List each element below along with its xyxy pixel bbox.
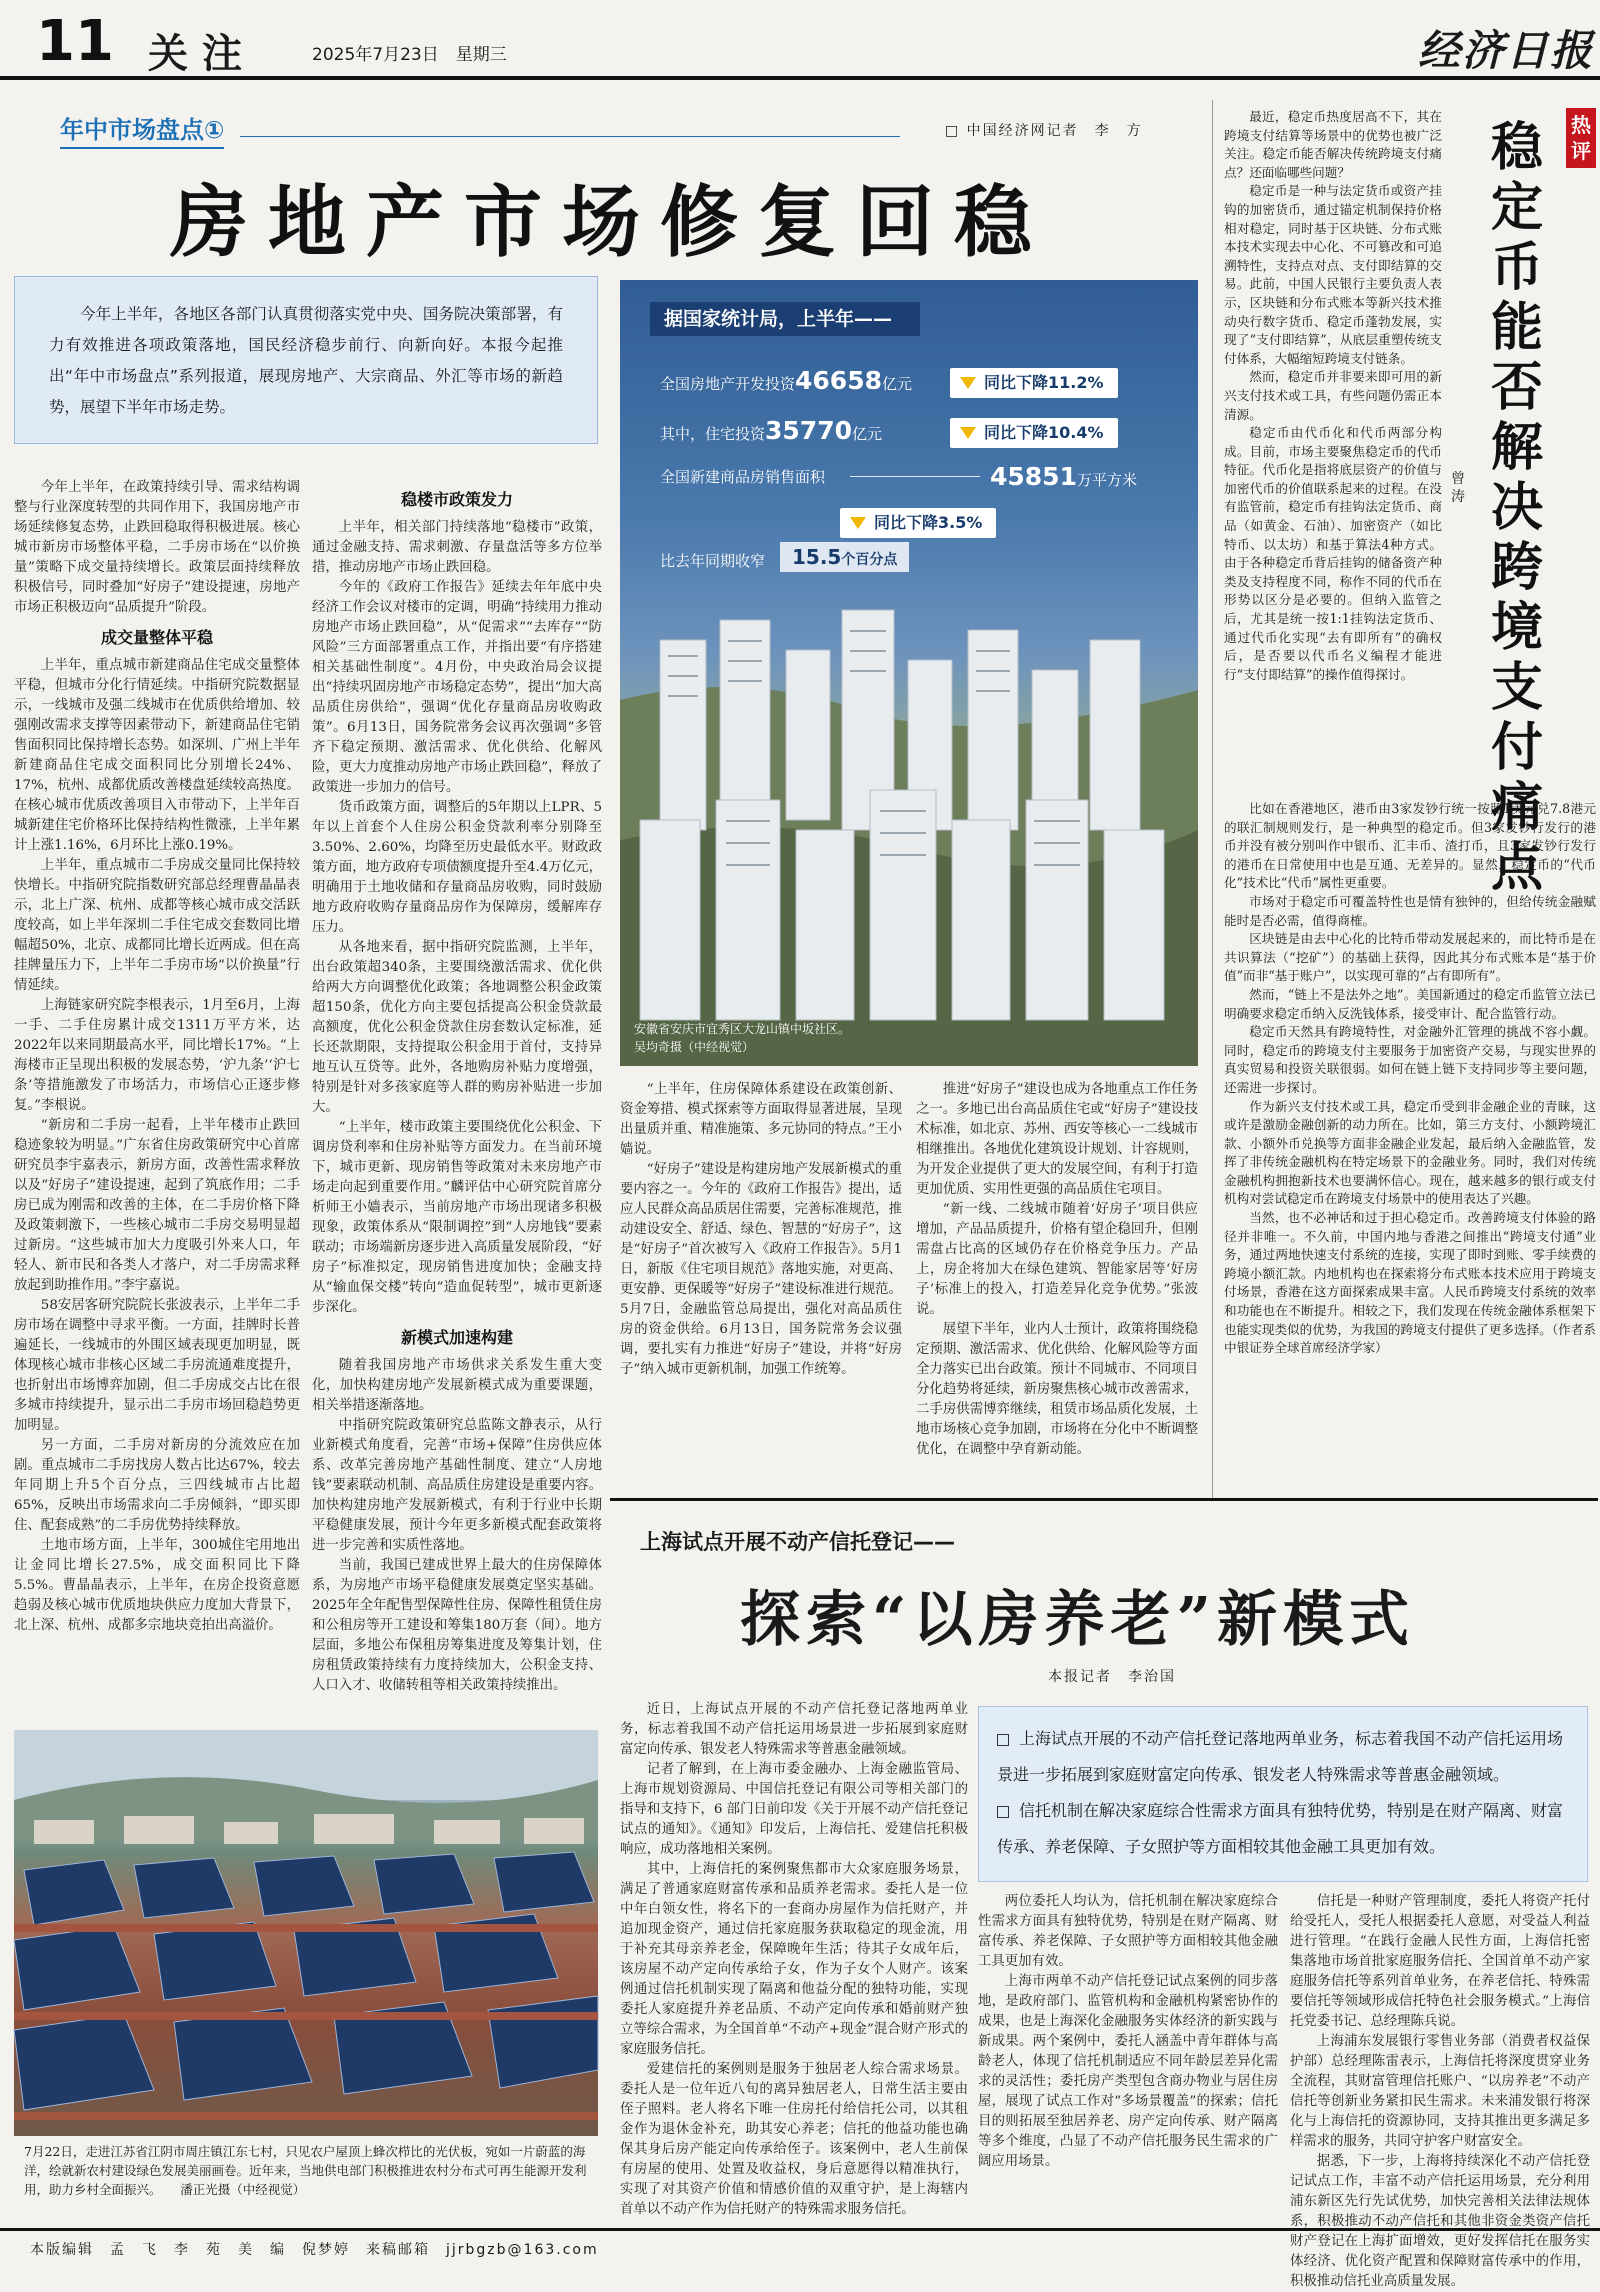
commentary-p: 稳定币是一种与法定货币或资产挂钩的加密货币，通过锚定机制保持价格相对稳定，同时基于区块链、分布式账本技术实现去中心化、不可篡改和可追溯特性，支持点对点、支付即结算的交易。此前，中国人民银行主要负责人表示，区块链和分布式账本等新兴技术推动央行数字货币、稳定币蓬勃发展，实现了“支付即结算”，从底层重塑传统支付体系，大幅缩短跨境支付链条。 bbox=[1224, 183, 1442, 366]
commentary-p: 最近，稳定币热度居高不下，其在跨境支付结算等场景中的优势也被广泛关注。稳定币能否解决传统跨境支付痛点？还面临哪些问题？ bbox=[1224, 109, 1442, 180]
stat-unit: 亿元 bbox=[852, 425, 883, 443]
story1-col3-p: “上半年，住房保障体系建设在政策创新、资金筹措、模式探索等方面取得显著进展，呈现出量质并重、精准施策、多元协同的特点。”王小嫱说。 bbox=[620, 1082, 902, 1157]
story1-subhead-2: 稳楼市政策发力 bbox=[400, 490, 513, 509]
stat-residential bbox=[660, 416, 882, 445]
page-number: 11 bbox=[36, 9, 114, 74]
story1-column-3 bbox=[620, 1080, 902, 1510]
stat-unit: 亿元 bbox=[882, 375, 913, 393]
page-footer: 本版编辑 孟 飞 李 苑 美 编 倪梦婷 来稿邮箱 jjrbgzb@163.com bbox=[0, 2228, 1600, 2267]
commentary-p: 然而，稳定币并非要来即可用的新兴支付技术或工具，有些问题仍需正本清源。 bbox=[1224, 369, 1442, 422]
story2-col2-p: 上海市两单不动产信托登记试点案例的同步落地，是政府部门、监管机构和金融机构紧密协作的成果，也是上海深化金融服务实体经济的新实践与新成果。两个案例中，委托人涵盖中青年群体与高龄老人，体现了信托机制适应不同年龄层差异化需求的灵活性；委托房产类型包含商办物业与居住房屋，展现了试点工作对“多场景覆盖”的探索；信托目的则拓展至独居养老、房产定向传承、财产隔离等多个维度，凸显了不动产信托服务民生需求的广阔应用场景。 bbox=[978, 1974, 1278, 2169]
stat-value: 15.5 bbox=[792, 545, 842, 569]
series-tag: 年中市场盘点① bbox=[60, 110, 224, 149]
infographic-heading: 据国家统计局，上半年—— bbox=[650, 302, 920, 336]
story1-column-4 bbox=[916, 1080, 1198, 1510]
story2-byline: 本报记者 李治国 bbox=[1048, 1669, 1176, 1685]
connector-line bbox=[850, 476, 980, 477]
commentary-p: 然而，“链上不是法外之地”。美国新通过的稳定币监管立法已明确要求稳定币纳入反洗钱体系，接受审计、配合监管行动。 bbox=[1224, 986, 1596, 1021]
story1-col1-p: “新房和二手房一起看，上半年楼市止跌回稳迹象较为明显。”广东省住房政策研究中心首席研究员李宇嘉表示，新房方面，改善性需求释放以及“好房子”建设提速，起到了筑底作用；二手房已成为刚需和改善的主体，在二手房价格下降及政策刺激下，一些核心城市二手房交易明显超过新房。“这些城市加大力度吸引外来人口，年轻人、新市民和各类人才落户，对二手房需求释放起到助推作用。”李宇嘉说。 bbox=[14, 1118, 300, 1293]
commentary-p: 作为新兴支付技术或工具，稳定币受到非金融企业的青睐，这或许是激励金融创新的动力所在。比如，第三方支付、小额跨境汇款、小额外币兑换等方面非金融企业发起，最后纳入金融监管，发挥了非传统金融机构在特定场景下的金融业务。同时，我们对传统金融机构拥抱新技术也要满怀信心。现在，越来越多的银行或支付机构对尝试稳定币在跨境支付场景中的使用表达了兴趣。 bbox=[1224, 1098, 1596, 1207]
story2-kicker: 上海试点开展不动产信托登记—— bbox=[640, 1530, 955, 1554]
highlight-item: 信托机制在解决家庭综合性需求方面具有独特优势，特别是在财产隔离、财富传承、养老保障、子女照护等方面相较其他金融工具更加有效。 bbox=[997, 1801, 1564, 1856]
story1-col1-p: 上海链家研究院李根表示，1月至6月，上海一手、二手住房累计成交1311万平方米，达2022年以来同期最高水平，同比增长17%。“上海楼市正呈现出积极的发展态势，‘沪九条’‘沪七条’等措施激发了市场活力，市场信心正逐步修复。”李根说。 bbox=[14, 998, 300, 1113]
change-text: 同比下降11.2% bbox=[984, 373, 1104, 392]
commentary-p: 当然，也不必神话和过于担心稳定币。改善跨境支付体验的路径并非唯一。不久前，中国内地与香港之间推出“跨境支付通”业务，通过两地快速支付系统的连接，实现了即时到账、零手续费的跨境小额汇款。内地机构也在探索将分布式账本技术应用于跨境支付场景，香港在这方面探索成果丰富。人民币跨境支付系统的效率和功能也在不断提升。相较之下，我们发现在传统金融体系框架下也能实现类似的优势，为我国的跨境支付提供了更多选择。（作者系中银证券全球首席经济学家） bbox=[1224, 1210, 1596, 1356]
story1-col2-p: 当前，我国已建成世界上最大的住房保障体系，为房地产市场平稳健康发展奠定坚实基础。2025年全年配售型保障性住房、保障性租赁住房和公租房等开工建设和筹集180万套（间）。地方层面，多地公布保租房筹集进度及筹集计划，住房租赁政策持续有力度持续加大，公积金支持、人口入才、收储转租等相关政策持续推出。 bbox=[312, 1558, 602, 1693]
story2-column-2 bbox=[978, 1892, 1278, 2222]
commentary-p: 稳定币由代币化和代币两部分构成。目前，市场主要聚焦稳定币的代币特征。代币化是指将底层资产的价值与加密代币的价值联系起来的过程。在没有监管前，稳定币有挂钩法定货币、商品（如黄金、石油）、加密资产（如比特币、以太坊）和基于算法4种方式。由于各种稳定币背后挂钩的储备资产种类及支持程度不同，称作不同的代币在形势以区分是必要的。但纳入监管之后，尤其是统一按1:1挂钩法定货币、通过代币化实现“去有即所有”的确权后，是否要以代币名义编程才能进行“支付即结算”的操作值得探讨。 bbox=[1224, 425, 1442, 682]
series-divider bbox=[240, 136, 900, 137]
story2-col3-p: 信托是一种财产管理制度，委托人将资产托付给受托人，受托人根据委托人意愿，对受益人利益进行管理。“在践行金融人民性方面，上海信托密集落地市场首批家庭服务信托、全国首单不动产家庭服务信托等系列首单业务，在养老信托、特殊需要信托等领域形成信托特色社会服务模式。”上海信托党委书记、总经理陈兵说。 bbox=[1290, 1894, 1590, 2029]
story2-col3-p: 据悉，下一步，上海将持续深化不动产信托登记试点工作，丰富不动产信托运用场景，充分利用浦东新区先行先试优势，加快完善相关法律法规体系，积极推动不动产信托和其他非资金类资产信托财产登记在上海扩面增效，更好发挥信托在服务实体经济、优化资产配置和保障财富传承中的作用，积极推动信托业高质量发展。 bbox=[1290, 2154, 1590, 2289]
story1-col2-p: 上半年，相关部门持续落地“稳楼市”政策，通过金融支持、需求刺激、存量盘活等多方位举措，推动房地产市场止跌回稳。 bbox=[312, 520, 602, 575]
story1-col1-p: 土地市场方面，上半年，300城住宅用地出让金同比增长27.5%，成交面积同比下降5.5%。曹晶晶表示，上半年，在房企投资意愿趋弱及核心城市优质地块供应力度加大背景下，北上深、杭州、成都多宗地块竞拍出高溢价。 bbox=[14, 1538, 300, 1633]
story2-column-3 bbox=[1290, 1892, 1590, 2289]
stat-label: 比去年同期收窄 bbox=[660, 552, 766, 570]
highlight-item: 上海试点开展的不动产信托登记落地两单业务，标志着我国不动产信托运用场景进一步拓展到家庭财富定向传承、银发老人特殊需求等普惠金融领域。 bbox=[997, 1729, 1564, 1784]
commentary-p: 稳定币天然具有跨境特性，对金融外汇管理的挑战不容小觑。同时，稳定币的跨境支付主要服务于加密资产交易，与现实世界的真实贸易和投资关联很弱。如何在链上链下支持同步等主要问题，还需进一步探讨。 bbox=[1224, 1024, 1596, 1095]
change-text: 同比下降10.4% bbox=[984, 423, 1104, 442]
change-badge bbox=[950, 418, 1118, 448]
section-title: 关注 bbox=[148, 30, 256, 77]
story1-headline: 房地产市场修复回稳 bbox=[170, 178, 1053, 268]
story2-col3-p: 上海浦东发展银行零售业务部（消费者权益保护部）总经理陈雷表示，上海信托将深度贯穿业务全流程，其财富管理信托账户、“以房养老”不动产信托等创新业务紧扣民生需求。未来浦发银行将深化与上海信托的资源协同，支持其推出更多满足多样需求的服务，共同守护客户财富安全。 bbox=[1290, 2034, 1590, 2149]
infographic-photo-caption: 安徽省安庆市宜秀区大龙山镇中坂社区。 吴均奇摄（中经视觉） bbox=[634, 1022, 851, 1054]
newspaper-logo: 经济日报 bbox=[1418, 26, 1595, 75]
story1-col1-p: 上半年，重点城市二手房成交量同比保持较快增长。中指研究院指数研究部总经理曹晶晶表示，北上广深、杭州、成都等核心城市成交活跃度较高，如上半年深圳二手住宅成交套数同比增幅超50%，北京、成都同比增长近两成。但在高挂牌量压力下，上半年二手房市场“以价换量”行情延续。 bbox=[14, 858, 300, 993]
story1-lead: 今年上半年，各地区各部门认真贯彻落实党中央、国务院决策部署，有力有效推进各项政策落地，国民经济稳步前行、向新向好。本报今起推出“年中市场盘点”系列报道，展现房地产、大宗商品、外汇等市场的新趋势，展望下半年市场走势。 bbox=[49, 305, 563, 416]
story2-col1-p: 爱建信托的案例则是服务于独居老人综合需求场景。委托人是一位年近八旬的离异独居老人，日常生活主要由侄子照料。老人将名下唯一住房托付给信托公司，以其租金作为退休金补充，助其安心养老；信托的他益功能也确保其身后房产能定向传承给侄子。该案例中，老人生前保有房屋的使用、处置及收益权，身后意愿得以精准执行，实现了对其资产价值和情感价值的双重守护，是上海辖内首单以不动产作为信托财产的特殊需求服务信托。 bbox=[620, 2062, 968, 2217]
story2-highlight-box bbox=[978, 1706, 1588, 1882]
story1-col3-p: “好房子”建设是构建房地产发展新模式的重要内容之一。今年的《政府工作报告》提出，适应人民群众高品质居住需要，完善标准规范，推动建设安全、舒适、绿色、智慧的“好房子”，这是“好房子”首次被写入《政府工作报告》。5月1日，新版《住宅项目规范》落地实施，对更高、更安静、更保暖等“好房子”建设标准进行规范。5月7日，金融监管总局提出，强化对高品质住房的资金供给。6月13日，国务院常务会议强调，要扎实有力推进“好房子”建设，并将“好房子”纳入城市更新机制，加强工作统筹。 bbox=[620, 1162, 902, 1377]
stat-label: 全国房地产开发投资 bbox=[660, 375, 796, 393]
story1-col1-p: 58安居客研究院院长张波表示，上半年二手房市场在调整中寻求平衡。一方面，挂牌时长普遍延长，一线城市的外围区域表现更加明显，既体现核心城市非核心区域二手房流通难度提升，也折射出市场博弈加剧，但二手房成交占比在很多城市持续提升，显示出二手房市场回稳趋势更加明显。 bbox=[14, 1298, 300, 1433]
change-badge bbox=[950, 368, 1118, 398]
change-text: 同比下降3.5% bbox=[874, 513, 983, 532]
story1-byline: □ 中国经济网记者 李 方 bbox=[945, 123, 1143, 139]
story1-subhead-3: 新模式加速构建 bbox=[400, 1328, 513, 1347]
story1-col1-p: 另一方面，二手房对新房的分流效应在加剧。重点城市二手房找房人数占比达67%，较去年同期上升5个百分点，三四线城市占比超65%，反映出市场需求向二手房倾斜，“即买即住、配套成熟”的二手房优势持续释放。 bbox=[14, 1438, 300, 1533]
story2-headline: 探索“以房养老”新模式 bbox=[740, 1585, 1416, 1655]
commentary-p: 比如在香港地区，港币由3家发钞行统一按照1美元兑7.8港元的联汇制规则发行，是一种典型的稳定币。但3家发钞行发行的港币并没有被分别叫作中银币、汇丰币、渣打币，且3家发钞行发行的港币在日常使用中也是互通、无差异的。显然，稳定币的“代币化”技术比“代币”属性更重要。 bbox=[1224, 801, 1596, 891]
story1-col2-p: 今年的《政府工作报告》延续去年年底中央经济工作会议对楼市的定调，明确“持续用力推动房地产市场止跌回稳”，从“促需求”“去库存”“防风险”三方面部署重点工作，并指出要“有序搭建相关基础性制度”。4月份，中央政治局会议提出“持续巩固房地产市场稳定态势”，提出“加大高品质住房供给”，强调“优化存量商品房收购政策”。6月13日，国务院常务会议再次强调“多管齐下稳定预期、激活需求、优化供给、化解风险，更大力度推动房地产市场止跌回稳”，释放了政策进一步加力的信号。 bbox=[312, 580, 602, 795]
hot-commentary-tag: 热评 bbox=[1566, 108, 1596, 168]
commentary-p: 区块链是由去中心化的比特币带动发展起来的，而比特币是在共识算法（“挖矿”）的基础上获得，因此其分布式账本是“基于价值”而非“基于账户”，以实现可靠的“占有即所有”。 bbox=[1224, 931, 1596, 984]
stat-label: 其中，住宅投资 bbox=[660, 425, 766, 443]
story2-col2-p: 两位委托人均认为，信托机制在解决家庭综合性需求方面具有独特优势，特别是在财产隔离、财富传承、养老保障、子女照护等方面相较其他金融工具更加有效。 bbox=[978, 1894, 1278, 1969]
stat-investment bbox=[660, 366, 912, 395]
stat-value: 46658 bbox=[795, 366, 882, 395]
story1-col2-p: 货币政策方面，调整后的5年期以上LPR、5年以上首套个人住房公积金贷款利率分别降至3.50%、2.60%，均降至历史最低水平。财政政策方面，地方政府专项债额度提升至4.4万亿元，明确用于土地收储和存量商品房收购，同时鼓励地方政府收购存量商品房作为保障房，缓解库存压力。 bbox=[312, 800, 602, 935]
bullet-square-icon bbox=[997, 1806, 1009, 1818]
story1-col4-p: “新一线、二线城市随着‘好房子’项目供应增加，产品品质提升，价格有望企稳回升，但刚需盘占比高的区域仍存在价格竞争压力。产品上，房企将加大在绿色建筑、智能家居等‘好房子’标准上的投入，打造差异化竞争优势。”张波说。 bbox=[916, 1202, 1198, 1317]
story1-col2-p: 随着我国房地产市场供求关系发生重大变化，加快构建房地产发展新模式成为重要课题，相关举措逐渐落地。 bbox=[312, 1358, 602, 1413]
story1-col2-p: 中指研究院政策研究总监陈文静表示，从行业新模式角度看，完善“市场+保障”住房供应体系、改革完善房地产基础性制度、建立“人房地钱”要素联动机制、高品质住房建设是重要内容。加快构建房地产发展新模式，有利于行业中长期平稳健康发展，预计今年更多新模式配套政策将进一步完善和实质性落地。 bbox=[312, 1418, 602, 1553]
story2-col1-p: 其中，上海信托的案例聚焦都市大众家庭服务场景，满足了普通家庭财富传承和品质养老需求。委托人是一位中年白领女性，将名下的一套商办房屋作为信托财产，并追加现金资产，通过信托家庭服务获取稳定的现金流，用于补充其母亲养老金，保障晚年生活；待其子女成年后，该房屋不动产定向传承给子女，作为子女个人财产。该案例通过信托机制实现了隔离和他益分配的独特功能，实现委托人家庭提升养老品质、不动产定向传承和婚前财产独立等综合需求，为全国首单“不动产+现金”混合财产形式的家庭服务信托。 bbox=[620, 1862, 968, 2057]
down-triangle-icon bbox=[850, 517, 866, 529]
story1-col2-p: 从各地来看，据中指研究院监测，上半年，出台政策超340条，主要围绕激活需求、优化供给两大方向调整优化政策；各地调整公积金政策超150条，优化方向主要包括提高公积金贷款最高额度，优化公积金贷款住房套数认定标准，延长还款期限，支持提取公积金用于首付，支持异地互认互贷等。此外，各地购房补贴力度增强，特别是针对多孩家庭等人群的购房补贴进一步加大。 bbox=[312, 940, 602, 1115]
commentary-author: 曾 涛 bbox=[1451, 471, 1479, 505]
story1-col2-p: “上半年，楼市政策主要围绕优化公积金、下调房贷利率和住房补贴等方面发力。在当前环境下，城市更新、现房销售等政策对未来房地产市场走向起到重要作用。”麟评估中心研究院首席分析师王小嫱表示，当前房地产市场出现诸多积极现象，政策体系从“限制调控”到“人房地钱”要素联动；市场端新房逐步进入高质量发展阶段，“好房子”标准拟定，现房销售进度加快；金融支持从“输血保交楼”转向“造血促转型”，城市更新逐步深化。 bbox=[312, 1120, 602, 1315]
story1-lead-box bbox=[14, 276, 598, 444]
stat-sales-area-value bbox=[990, 462, 1137, 491]
issue-date: 2025年7月23日 星期三 bbox=[312, 45, 507, 65]
infographic-panel bbox=[620, 280, 1198, 1066]
stat-sales-area bbox=[660, 466, 825, 487]
story1-col4-p: 推进“好房子”建设也成为各地重点工作任务之一。多地已出台高品质住宅或“好房子”建设技术标准，如北京、苏州、西安等核心一二线城市相继推出。各地优化建筑设计规划、计容规则，为开发企业提供了更大的发展空间，有利于打造更加优质、实用性更强的高品质住宅项目。 bbox=[916, 1082, 1198, 1197]
commentary-column-a bbox=[1224, 108, 1442, 798]
story2-col1-p: 近日，上海试点开展的不动产信托登记落地两单业务，标志着我国不动产信托运用场景进一步拓展到家庭财富定向传承、银发老人特殊需求等普惠金融领域。 bbox=[620, 1702, 968, 1757]
residential-buildings-photo bbox=[620, 580, 1198, 1066]
solar-photo-caption: 7月22日，走进江苏省江阴市周庄镇江东七村，只见农户屋顶上蜂次栉比的光伏板，宛如一片蔚蓝的海洋，绘就新农村建设绿色发展美丽画卷。近年来，当地供电部门积极推进农村分布式可再生能源开发利用，助力乡村全面振兴。 潘正光摄（中经视觉） bbox=[24, 2144, 587, 2197]
story2-col1-p: 记者了解到，在上海市委金融办、上海金融监管局、上海市规划资源局、中国信托登记有限公司等相关部门的指导和支持下，6 部门日前印发《关于开展不动产信托登记试点的通知》。《通知》印发后，上海信托、爱建信托积极响应，成功落地相关案例。 bbox=[620, 1762, 968, 1857]
stat-label: 全国新建商品房销售面积 bbox=[660, 468, 826, 486]
rooftop-solar-photo bbox=[14, 1730, 598, 2136]
stat-unit: 万平方米 bbox=[1076, 471, 1137, 489]
story1-column-2 bbox=[312, 490, 602, 1720]
stat-unit: 个百分点 bbox=[841, 552, 898, 568]
bullet-square-icon bbox=[997, 1734, 1009, 1746]
story1-col1-p: 今年上半年，在政策持续引导、需求结构调整与行业深度转型的共同作用下，我国房地产市场延续修复态势，止跌回稳取得积极进展。核心城市新房市场整体平稳，二手房市场在“以价换量”策略下成交量持续增长。政策层面持续释放积极信号，同时叠加“好房子”建设提速，房地产市场正积极迈向“品质提升”阶段。 bbox=[14, 480, 300, 615]
narrowed-badge bbox=[780, 542, 909, 572]
story2-column-1 bbox=[620, 1700, 968, 2222]
commentary-headline: 稳定币能否解决跨境支付痛点 bbox=[1490, 118, 1543, 898]
commentary-column-b bbox=[1224, 800, 1596, 1490]
stat-narrowed bbox=[660, 550, 765, 571]
down-triangle-icon bbox=[960, 377, 976, 389]
story1-col1-p: 上半年，重点城市新建商品住宅成交量整体平稳，但城市分化行情延续。中指研究院数据显示，一线城市及强二线城市在优质供给增加、较强刚改需求支撑等因素带动下，新建商品住宅销售面积同比保持增长态势。如深圳、广州上半年新建商品住宅成交面积同比分别增长24%、17%，杭州、成都优质改善楼盘延续较高热度。在核心城市优质改善项目入市带动下，上半年百城新建住宅价格环比保持结构性微涨，上半年累计上涨1.16%，6月环比上涨0.19%。 bbox=[14, 658, 300, 853]
change-badge bbox=[840, 508, 996, 538]
commentary-p: 市场对于稳定币可覆盖特性也是情有独钟的，但给传统金融赋能时是否必需，值得商榷。 bbox=[1224, 893, 1596, 928]
stat-value: 35770 bbox=[765, 416, 852, 445]
story1-col4-p: 展望下半年，业内人士预计，政策将围绕稳定预期、激活需求、优化供给、化解风险等方面全力落实已出台政策。预计不同城市、不同项目分化趋势将延续，新房聚焦核心城市改善需求，二手房供需博弈继续，租赁市场品质化发展，土地市场核心竞争加剧，市场将在分化中不断调整优化，在调整中孕育新动能。 bbox=[916, 1322, 1198, 1457]
column-divider bbox=[1212, 100, 1213, 1500]
down-triangle-icon bbox=[960, 427, 976, 439]
story1-column-1 bbox=[14, 478, 300, 1668]
stat-value: 45851 bbox=[990, 462, 1077, 491]
story1-subhead-1: 成交量整体平稳 bbox=[100, 628, 213, 647]
